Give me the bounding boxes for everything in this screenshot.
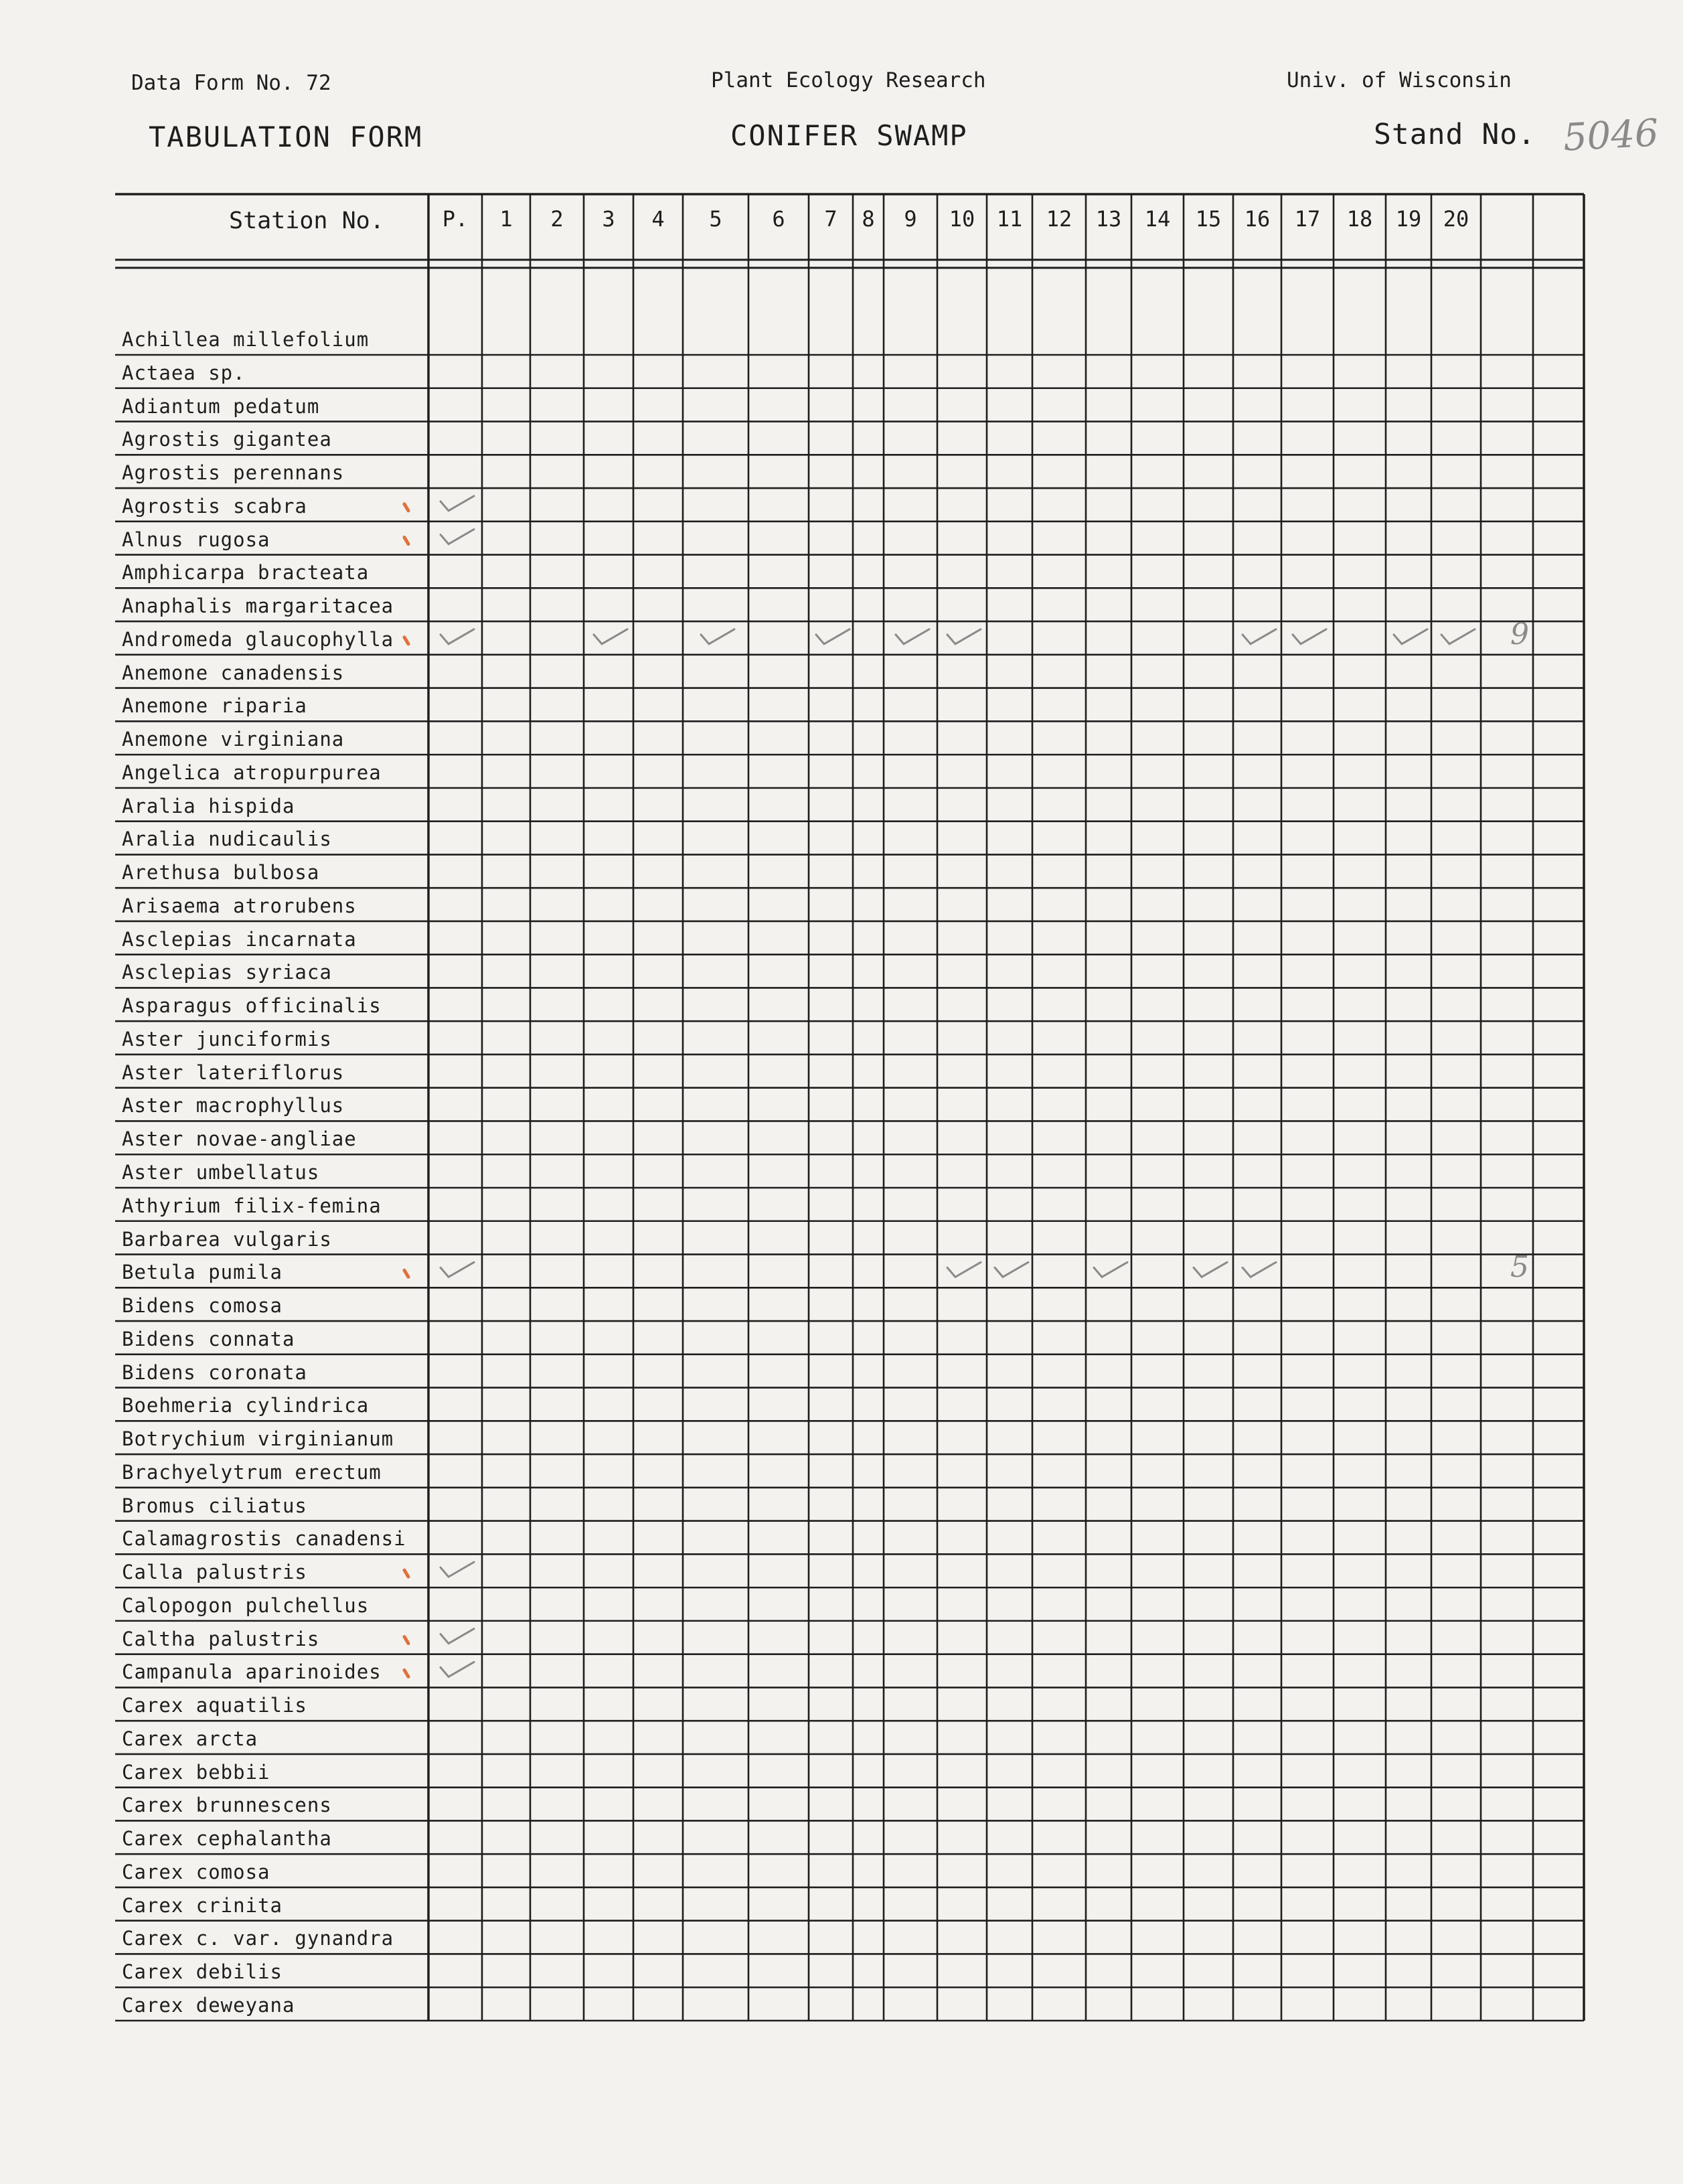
species-name: Aster macrophyllus xyxy=(122,1094,345,1117)
species-name: Actaea sp. xyxy=(122,361,246,384)
check-mark xyxy=(1243,1262,1276,1277)
species-name: Alnus rugosa xyxy=(122,528,270,551)
check-mark xyxy=(1194,1262,1227,1277)
row-total: 9 xyxy=(1510,617,1529,651)
check-mark xyxy=(594,629,627,644)
check-mark xyxy=(896,629,929,644)
species-name: Achillea millefolium xyxy=(122,328,370,351)
check-mark xyxy=(947,629,981,644)
species-name: Aralia hispida xyxy=(122,794,295,817)
crayon-tick xyxy=(404,1637,408,1644)
species-name: Barbarea vulgaris xyxy=(122,1227,332,1251)
species-name: Agrostis gigantea xyxy=(122,428,332,451)
species-name: Asparagus officinalis xyxy=(122,994,382,1018)
check-mark xyxy=(440,1562,474,1577)
check-mark xyxy=(947,1262,981,1277)
column-header: 9 xyxy=(904,206,917,232)
crayon-tick xyxy=(404,504,408,511)
column-header: 5 xyxy=(709,206,722,232)
column-header: 4 xyxy=(651,206,665,232)
species-name: Carex deweyana xyxy=(122,1994,295,2017)
species-name: Arisaema atrorubens xyxy=(122,894,357,917)
species-name: Carex arcta xyxy=(122,1727,258,1750)
column-header: 1 xyxy=(499,206,513,232)
station-number-label: Station No. xyxy=(229,208,384,234)
check-mark xyxy=(1243,629,1276,644)
column-header: 2 xyxy=(550,206,564,232)
species-name: Arethusa bulbosa xyxy=(122,861,320,884)
species-name: Carex c. var. gynandra xyxy=(122,1927,394,1950)
column-header: 11 xyxy=(996,206,1023,232)
column-header: P. xyxy=(442,206,469,232)
check-mark xyxy=(1441,629,1475,644)
form-number: Data Form No. 72 xyxy=(131,71,331,95)
column-header: 8 xyxy=(862,206,875,232)
column-header: 17 xyxy=(1294,206,1321,232)
crayon-tick xyxy=(404,538,408,544)
check-mark xyxy=(816,629,850,644)
check-mark xyxy=(440,530,474,544)
species-name: Asclepias incarnata xyxy=(122,927,357,951)
species-name: Boehmeria cylindrica xyxy=(122,1394,370,1417)
species-name: Caltha palustris xyxy=(122,1627,320,1650)
crayon-tick xyxy=(404,1670,408,1676)
check-mark xyxy=(440,1262,474,1277)
species-name: Brachyelytrum erectum xyxy=(122,1460,382,1484)
species-name: Amphicarpa bracteata xyxy=(122,561,370,584)
species-name: Athyrium filix-femina xyxy=(122,1194,382,1217)
check-mark xyxy=(440,1662,474,1676)
species-name: Agrostis perennans xyxy=(122,461,345,485)
species-name: Aster lateriflorus xyxy=(122,1061,345,1084)
species-name: Anaphalis margaritacea xyxy=(122,595,394,618)
row-total: 5 xyxy=(1510,1250,1529,1285)
crayon-tick xyxy=(404,637,408,644)
species-name: Carex bebbii xyxy=(122,1760,270,1784)
column-header: 12 xyxy=(1046,206,1072,232)
species-name: Carex crinita xyxy=(122,1893,283,1917)
species-name: Anemone canadensis xyxy=(122,661,345,684)
column-header: 3 xyxy=(602,206,615,232)
species-name: Carex aquatilis xyxy=(122,1694,307,1717)
species-name: Carex brunnescens xyxy=(122,1794,332,1817)
university-name: Univ. of Wisconsin xyxy=(1287,68,1512,92)
species-name: Carex debilis xyxy=(122,1960,283,1984)
crayon-tick xyxy=(404,1570,408,1577)
species-name: Campanula aparinoides xyxy=(122,1660,382,1684)
species-name: Aralia nudicaulis xyxy=(122,828,332,851)
species-name: Aster umbellatus xyxy=(122,1161,320,1184)
check-mark xyxy=(1293,629,1326,644)
species-name: Botrychium virginianum xyxy=(122,1427,394,1451)
species-name: Agrostis scabra xyxy=(122,494,307,518)
species-name: Asclepias syriaca xyxy=(122,961,332,984)
form-title: TABULATION FORM xyxy=(149,121,423,153)
column-header: 15 xyxy=(1195,206,1222,232)
species-name: Andromeda glaucophylla xyxy=(122,627,394,651)
species-name: Aster novae-angliae xyxy=(122,1127,357,1151)
species-name: Bidens comosa xyxy=(122,1294,283,1318)
column-header: 7 xyxy=(824,206,837,232)
check-mark xyxy=(701,629,734,644)
species-name: Angelica atropurpurea xyxy=(122,761,382,784)
species-name: Calamagrostis canadensi xyxy=(122,1527,406,1551)
check-mark xyxy=(440,629,474,644)
stand-number-value: 5046 xyxy=(1562,111,1660,160)
stand-number-label: Stand No. xyxy=(1374,118,1536,151)
check-mark xyxy=(1094,1262,1127,1277)
column-header: 6 xyxy=(772,206,785,232)
column-header: 14 xyxy=(1144,206,1171,232)
column-header: 18 xyxy=(1346,206,1373,232)
species-name: Anemone virginiana xyxy=(122,728,345,751)
check-mark xyxy=(995,1262,1028,1277)
species-name: Carex comosa xyxy=(122,1860,270,1883)
column-header: 13 xyxy=(1095,206,1122,232)
column-header: 19 xyxy=(1395,206,1422,232)
species-name: Anemone riparia xyxy=(122,694,307,718)
check-mark xyxy=(1394,629,1427,644)
species-name: Carex cephalantha xyxy=(122,1827,332,1851)
check-mark xyxy=(440,1629,474,1644)
check-mark xyxy=(440,496,474,511)
species-name: Bromus ciliatus xyxy=(122,1494,307,1517)
column-header: 16 xyxy=(1244,206,1271,232)
species-name: Aster junciformis xyxy=(122,1027,332,1050)
species-name: Betula pumila xyxy=(122,1261,283,1284)
species-name: Bidens connata xyxy=(122,1327,295,1350)
crayon-tick xyxy=(404,1270,408,1277)
species-name: Calopogon pulchellus xyxy=(122,1593,370,1617)
species-name: Adiantum pedatum xyxy=(122,394,320,418)
community-type: CONIFER SWAMP xyxy=(730,119,968,152)
column-header: 20 xyxy=(1443,206,1469,232)
column-header: 10 xyxy=(949,206,975,232)
institution-name: Plant Ecology Research xyxy=(711,68,986,92)
species-name: Bidens coronata xyxy=(122,1360,307,1384)
species-name: Calla palustris xyxy=(122,1561,307,1584)
